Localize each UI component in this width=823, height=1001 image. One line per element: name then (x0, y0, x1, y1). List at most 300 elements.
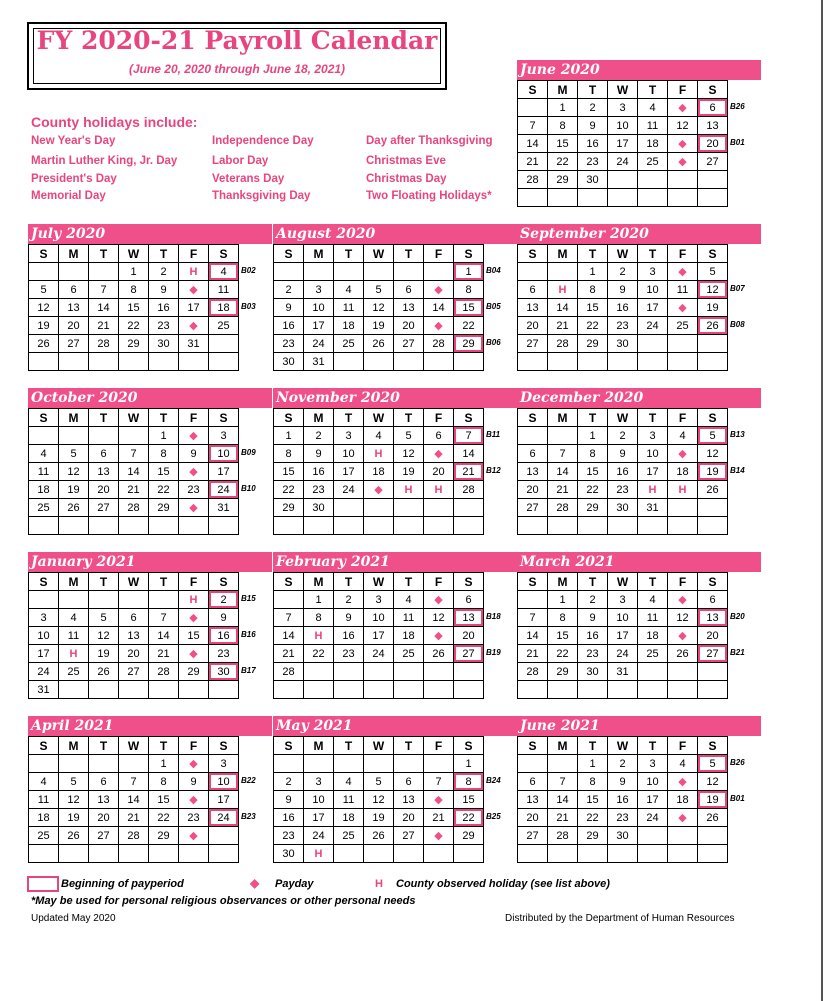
weekday-header: T (638, 409, 668, 427)
empty-cell (89, 591, 119, 609)
empty-cell (119, 755, 149, 773)
weekday-header: T (578, 409, 608, 427)
day-cell: 11 (209, 281, 239, 299)
day-cell: 11 (394, 609, 424, 627)
legend-payperiod-label: Beginning of payperiod (61, 878, 184, 890)
empty-cell (638, 171, 668, 189)
empty-cell (518, 353, 548, 371)
month-title: July 2020 (28, 224, 272, 244)
payday-cell: ◆ (424, 445, 454, 463)
day-cell: 1 (578, 755, 608, 773)
day-cell: 9 (149, 281, 179, 299)
weekday-header: W (608, 737, 638, 755)
day-cell: 25 (668, 317, 698, 335)
empty-cell (209, 517, 239, 535)
empty-cell (698, 499, 728, 517)
weekday-header: S (29, 573, 59, 591)
empty-cell (274, 263, 304, 281)
weekday-header: T (149, 245, 179, 263)
day-cell: 21 (274, 645, 304, 663)
month-table (517, 408, 728, 535)
empty-cell (364, 845, 394, 863)
empty-cell (149, 845, 179, 863)
day-cell: 27 (119, 663, 149, 681)
day-cell: 6 (394, 773, 424, 791)
empty-cell (59, 427, 89, 445)
holiday-item: Christmas Eve (366, 155, 446, 167)
empty-cell (334, 663, 364, 681)
weekday-header: S (29, 737, 59, 755)
day-cell: 23 (149, 317, 179, 335)
day-cell: 30 (578, 171, 608, 189)
day-cell: 18 (668, 791, 698, 809)
empty-cell (424, 517, 454, 535)
weekday-header: T (394, 409, 424, 427)
empty-cell (638, 335, 668, 353)
payperiod-start-cell: 27 (698, 645, 728, 663)
day-cell: 11 (29, 463, 59, 481)
month-calendar (517, 552, 761, 699)
day-cell: 6 (454, 591, 484, 609)
empty-cell (608, 517, 638, 535)
day-cell: 9 (274, 299, 304, 317)
empty-cell (209, 827, 239, 845)
day-cell: 3 (638, 427, 668, 445)
weekday-header: S (518, 737, 548, 755)
payperiod-start-cell: 18 (209, 299, 239, 317)
day-cell: 12 (29, 299, 59, 317)
day-cell: 6 (518, 445, 548, 463)
weekday-header: W (119, 737, 149, 755)
day-cell: 4 (334, 281, 364, 299)
empty-cell (668, 663, 698, 681)
day-cell: 29 (149, 827, 179, 845)
day-cell: 4 (334, 773, 364, 791)
day-cell: 21 (548, 481, 578, 499)
month-table (517, 736, 728, 863)
day-cell: 14 (149, 627, 179, 645)
payperiod-label: B20 (730, 612, 745, 621)
payperiod-label: B24 (486, 776, 501, 785)
payperiod-start-cell: 7 (454, 427, 484, 445)
weekday-header: F (179, 245, 209, 263)
day-cell: 15 (179, 627, 209, 645)
empty-cell (179, 353, 209, 371)
empty-cell (209, 353, 239, 371)
day-cell: 14 (454, 445, 484, 463)
day-cell: 8 (149, 445, 179, 463)
payday-cell: ◆ (668, 99, 698, 117)
month-calendar (28, 388, 272, 535)
day-cell: 4 (59, 609, 89, 627)
month-table (28, 408, 239, 535)
weekday-header: T (149, 573, 179, 591)
day-cell: 4 (364, 427, 394, 445)
title-box (27, 22, 447, 90)
empty-cell (518, 755, 548, 773)
day-cell: 4 (29, 445, 59, 463)
holiday-item: Independence Day (212, 135, 314, 147)
day-cell: 23 (274, 335, 304, 353)
holiday-item: Two Floating Holidays* (366, 190, 492, 202)
day-cell: 6 (119, 609, 149, 627)
day-cell: 20 (518, 317, 548, 335)
payperiod-start-cell: 15 (454, 299, 484, 317)
day-cell: 18 (394, 627, 424, 645)
payday-cell: ◆ (424, 627, 454, 645)
weekday-header: S (698, 573, 728, 591)
day-cell: 3 (29, 609, 59, 627)
month-table (273, 244, 484, 371)
day-cell: 6 (698, 591, 728, 609)
weekday-header: S (274, 245, 304, 263)
empty-cell (89, 263, 119, 281)
day-cell: 20 (119, 645, 149, 663)
holiday-item: Day after Thanksgiving (366, 135, 493, 147)
day-cell: 12 (424, 609, 454, 627)
payperiod-label: B14 (730, 466, 745, 475)
day-cell: 20 (59, 317, 89, 335)
payday-cell: ◆ (424, 317, 454, 335)
day-cell: 10 (334, 445, 364, 463)
day-cell: 12 (364, 791, 394, 809)
day-cell: 7 (149, 609, 179, 627)
empty-cell (698, 189, 728, 207)
empty-cell (578, 353, 608, 371)
payday-cell: ◆ (179, 645, 209, 663)
empty-cell (424, 681, 454, 699)
day-cell: 27 (518, 827, 548, 845)
weekday-header: T (578, 737, 608, 755)
empty-cell (119, 427, 149, 445)
payperiod-start-cell: 5 (698, 755, 728, 773)
day-cell: 30 (608, 335, 638, 353)
day-cell: 26 (89, 663, 119, 681)
empty-cell (454, 845, 484, 863)
legend-payday-label: Payday (275, 878, 314, 890)
day-cell: 20 (518, 809, 548, 827)
empty-cell (548, 427, 578, 445)
day-cell: 1 (578, 263, 608, 281)
day-cell: 26 (364, 827, 394, 845)
month-calendar (517, 60, 761, 207)
weekday-header: M (548, 245, 578, 263)
day-cell: 7 (89, 281, 119, 299)
day-cell: 10 (608, 117, 638, 135)
day-cell: 28 (548, 335, 578, 353)
weekday-header: T (149, 737, 179, 755)
day-cell: 7 (119, 773, 149, 791)
day-cell: 3 (209, 427, 239, 445)
empty-cell (668, 171, 698, 189)
day-cell: 3 (334, 427, 364, 445)
holidays-heading: County holidays include: (31, 114, 198, 130)
payday-cell: ◆ (424, 281, 454, 299)
day-cell: 12 (59, 463, 89, 481)
day-cell: 20 (89, 809, 119, 827)
payperiod-label: B22 (241, 776, 256, 785)
day-cell: 28 (548, 499, 578, 517)
payday-cell: ◆ (179, 499, 209, 517)
empty-cell (274, 591, 304, 609)
payperiod-label: B04 (486, 266, 501, 275)
payday-cell: ◆ (179, 791, 209, 809)
day-cell: 7 (518, 117, 548, 135)
day-cell: 25 (29, 827, 59, 845)
day-cell: 25 (29, 499, 59, 517)
day-cell: 30 (608, 499, 638, 517)
day-cell: 29 (274, 499, 304, 517)
empty-cell (274, 517, 304, 535)
day-cell: 14 (274, 627, 304, 645)
empty-cell (698, 335, 728, 353)
day-cell: 23 (608, 317, 638, 335)
empty-cell (119, 681, 149, 699)
day-cell: 14 (518, 135, 548, 153)
weekday-header: S (209, 409, 239, 427)
payday-cell: ◆ (668, 299, 698, 317)
payperiod-start-cell: 19 (698, 791, 728, 809)
day-cell: 8 (548, 609, 578, 627)
weekday-header: M (548, 573, 578, 591)
day-cell: 24 (304, 827, 334, 845)
empty-cell (394, 663, 424, 681)
empty-cell (424, 353, 454, 371)
day-cell: 13 (518, 463, 548, 481)
payperiod-start-cell: 2 (209, 591, 239, 609)
day-cell: 12 (394, 445, 424, 463)
day-cell: 28 (89, 335, 119, 353)
weekday-header: F (668, 81, 698, 99)
day-cell: 4 (668, 427, 698, 445)
day-cell: 15 (578, 463, 608, 481)
day-cell: 24 (638, 809, 668, 827)
day-cell: 13 (119, 627, 149, 645)
day-cell: 25 (638, 645, 668, 663)
day-cell: 23 (304, 481, 334, 499)
day-cell: 9 (274, 791, 304, 809)
holiday-item: Martin Luther King, Jr. Day (31, 155, 178, 167)
day-cell: 27 (518, 335, 548, 353)
weekday-header: S (29, 245, 59, 263)
month-title: June 2020 (517, 60, 761, 80)
empty-cell (608, 171, 638, 189)
empty-cell (638, 663, 668, 681)
holiday-item: Memorial Day (31, 190, 106, 202)
payday-cell: ◆ (424, 827, 454, 845)
weekday-header: F (424, 409, 454, 427)
weekday-header: S (454, 737, 484, 755)
footnote: *May be used for personal religious observances or other personal needs (31, 895, 416, 907)
payperiod-start-cell: 22 (454, 809, 484, 827)
payperiod-start-cell: 12 (698, 281, 728, 299)
payday-cell: ◆ (179, 827, 209, 845)
day-cell: 15 (274, 463, 304, 481)
day-cell: 3 (638, 263, 668, 281)
day-cell: 6 (89, 445, 119, 463)
day-cell: 15 (548, 135, 578, 153)
day-cell: 13 (89, 791, 119, 809)
day-cell: 1 (149, 755, 179, 773)
day-cell: 26 (59, 499, 89, 517)
day-cell: 1 (454, 755, 484, 773)
payperiod-start-cell: 27 (454, 645, 484, 663)
day-cell: 1 (548, 99, 578, 117)
day-cell: 30 (149, 335, 179, 353)
day-cell: 23 (209, 645, 239, 663)
weekday-header: T (149, 409, 179, 427)
day-cell: 20 (89, 481, 119, 499)
day-cell: 31 (608, 663, 638, 681)
day-cell: 9 (578, 117, 608, 135)
day-cell: 14 (548, 791, 578, 809)
month-calendar (517, 224, 761, 371)
day-cell: 26 (698, 809, 728, 827)
day-cell: 23 (608, 481, 638, 499)
day-cell: 8 (304, 609, 334, 627)
day-cell: 10 (364, 609, 394, 627)
day-cell: 10 (304, 299, 334, 317)
weekday-header: F (668, 245, 698, 263)
weekday-header: T (334, 737, 364, 755)
weekday-header: F (668, 737, 698, 755)
day-cell: 14 (89, 299, 119, 317)
empty-cell (638, 517, 668, 535)
empty-cell (668, 353, 698, 371)
day-cell: 17 (364, 627, 394, 645)
empty-cell (548, 517, 578, 535)
day-cell: 11 (638, 609, 668, 627)
empty-cell (89, 845, 119, 863)
empty-cell (274, 681, 304, 699)
day-cell: 22 (274, 481, 304, 499)
day-cell: 12 (668, 117, 698, 135)
empty-cell (29, 517, 59, 535)
day-cell: 27 (518, 499, 548, 517)
month-calendar (273, 552, 517, 699)
weekday-header: F (668, 573, 698, 591)
day-cell: 28 (424, 335, 454, 353)
day-cell: 23 (179, 809, 209, 827)
empty-cell (364, 499, 394, 517)
weekday-header: T (578, 245, 608, 263)
weekday-header: S (518, 573, 548, 591)
holiday-cell: H (668, 481, 698, 499)
month-title: January 2021 (28, 552, 272, 572)
day-cell: 23 (608, 809, 638, 827)
payperiod-label: B01 (730, 138, 745, 147)
holiday-cell: H (304, 845, 334, 863)
day-cell: 16 (578, 627, 608, 645)
weekday-header: S (698, 81, 728, 99)
payperiod-start-cell: 16 (209, 627, 239, 645)
empty-cell (518, 189, 548, 207)
day-cell: 11 (638, 117, 668, 135)
payperiod-start-cell: 10 (209, 773, 239, 791)
legend-holiday-label: County observed holiday (see list above) (396, 878, 610, 890)
weekday-header: S (454, 245, 484, 263)
month-title: March 2021 (517, 552, 761, 572)
empty-cell (578, 189, 608, 207)
weekday-header: F (424, 573, 454, 591)
day-cell: 2 (304, 427, 334, 445)
empty-cell (364, 663, 394, 681)
day-cell: 8 (149, 773, 179, 791)
payperiod-start-cell: 5 (698, 427, 728, 445)
day-cell: 5 (89, 609, 119, 627)
day-cell: 26 (668, 645, 698, 663)
day-cell: 23 (179, 481, 209, 499)
day-cell: 2 (149, 263, 179, 281)
day-cell: 22 (578, 809, 608, 827)
empty-cell (638, 681, 668, 699)
day-cell: 3 (209, 755, 239, 773)
day-cell: 24 (364, 645, 394, 663)
weekday-header: M (304, 245, 334, 263)
day-cell: 22 (149, 481, 179, 499)
empty-cell (518, 427, 548, 445)
empty-cell (454, 517, 484, 535)
holiday-cell: H (424, 481, 454, 499)
day-cell: 6 (518, 773, 548, 791)
weekday-header: T (394, 737, 424, 755)
day-cell: 27 (698, 153, 728, 171)
day-cell: 18 (334, 317, 364, 335)
day-cell: 9 (334, 609, 364, 627)
day-cell: 21 (548, 809, 578, 827)
holiday-cell: H (364, 445, 394, 463)
day-cell: 4 (668, 755, 698, 773)
day-cell: 25 (209, 317, 239, 335)
day-cell: 8 (578, 773, 608, 791)
weekday-header: T (334, 245, 364, 263)
day-cell: 20 (394, 317, 424, 335)
payperiod-label: B13 (730, 430, 745, 439)
day-cell: 14 (424, 299, 454, 317)
empty-cell (364, 263, 394, 281)
day-cell: 22 (119, 317, 149, 335)
empty-cell (394, 263, 424, 281)
day-cell: 15 (578, 791, 608, 809)
day-cell: 14 (119, 463, 149, 481)
day-cell: 3 (364, 591, 394, 609)
weekday-header: S (518, 245, 548, 263)
empty-cell (424, 663, 454, 681)
weekday-header: S (209, 737, 239, 755)
day-cell: 26 (424, 645, 454, 663)
day-cell: 29 (548, 663, 578, 681)
empty-cell (578, 517, 608, 535)
empty-cell (394, 845, 424, 863)
empty-cell (334, 681, 364, 699)
payday-cell: ◆ (179, 317, 209, 335)
empty-cell (454, 663, 484, 681)
day-cell: 27 (89, 499, 119, 517)
day-cell: 6 (394, 281, 424, 299)
day-cell: 18 (29, 809, 59, 827)
day-cell: 8 (274, 445, 304, 463)
weekday-header: M (59, 245, 89, 263)
weekday-header: W (364, 409, 394, 427)
empty-cell (59, 591, 89, 609)
day-cell: 31 (179, 335, 209, 353)
holiday-cell: H (179, 591, 209, 609)
weekday-header: M (59, 409, 89, 427)
day-cell: 20 (518, 481, 548, 499)
empty-cell (119, 591, 149, 609)
empty-cell (424, 263, 454, 281)
day-cell: 24 (608, 645, 638, 663)
